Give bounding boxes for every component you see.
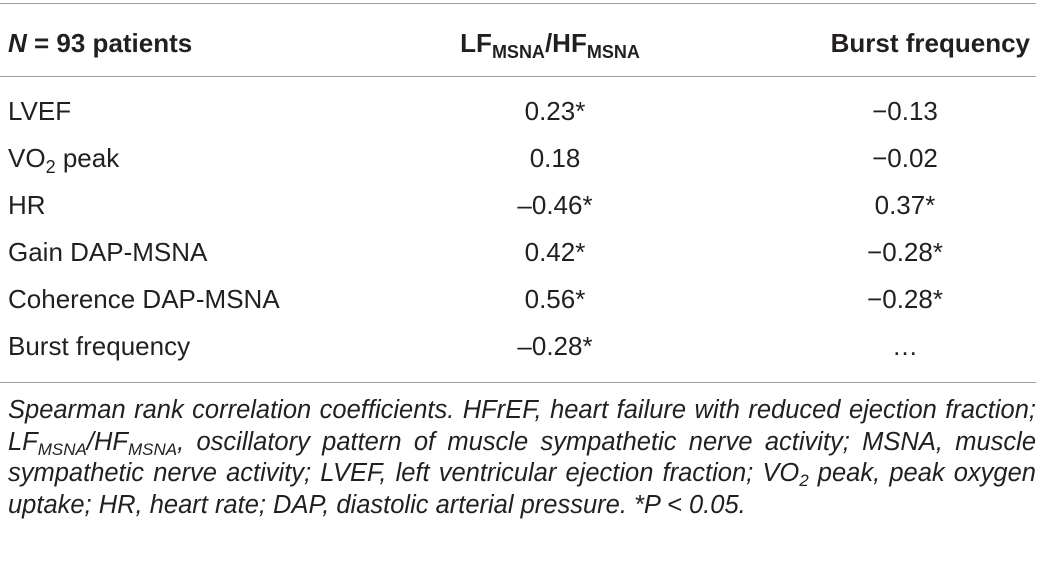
header-lf-hf bbox=[400, 28, 700, 62]
row-label: Gain DAP-MSNA bbox=[8, 237, 208, 267]
header-n: N bbox=[8, 28, 27, 58]
header-lf-sub: MSNA bbox=[491, 42, 545, 62]
header-hf: /HF bbox=[544, 28, 587, 58]
header-burst-frequency: Burst frequency bbox=[830, 28, 1030, 58]
row-label: Coherence DAP-MSNA bbox=[8, 284, 280, 314]
table-row bbox=[0, 96, 1040, 142]
row-label-main: VO bbox=[8, 143, 46, 173]
row-label: Burst frequency bbox=[8, 331, 191, 361]
header-patients-text: = 93 patients bbox=[26, 28, 193, 58]
row-lf-hf: 0.56* bbox=[524, 284, 586, 314]
footnote-text-1: Spearman rank correlation coefficients. HFrEF, heart failure with reduced ejection fraction; LF bbox=[8, 396, 1036, 456]
table-footnote bbox=[8, 395, 1036, 521]
row-label-rest: peak bbox=[55, 143, 120, 173]
row-lf-hf: –0.46* bbox=[517, 190, 593, 220]
table-row bbox=[0, 143, 1040, 189]
row-label: HR bbox=[8, 190, 46, 220]
row-label bbox=[8, 143, 120, 177]
header-lf: LF bbox=[460, 28, 492, 58]
header-patients bbox=[8, 28, 192, 58]
row-lf-hf: 0.42* bbox=[524, 237, 586, 267]
table-row bbox=[0, 237, 1040, 283]
header-hf-sub: MSNA bbox=[586, 42, 640, 62]
table-row bbox=[0, 331, 1040, 377]
footnote-text-3: , oscillatory pattern of muscle sympathetic nerve activity; MSNA, muscle sympathetic nerve activity; LVEF, left ventricular ejection fraction; VO bbox=[8, 427, 1036, 487]
table-row bbox=[0, 284, 1040, 330]
row-lf-hf: 0.18 bbox=[529, 143, 581, 173]
row-lf-hf: 0.23* bbox=[524, 96, 586, 126]
row-burst: 0.37* bbox=[874, 190, 936, 220]
row-burst: −0.28* bbox=[867, 237, 943, 267]
row-burst: … bbox=[892, 331, 918, 361]
footnote-text-2: /HF bbox=[86, 427, 128, 456]
footnote-sub-3: 2 bbox=[799, 471, 809, 490]
table-row bbox=[0, 190, 1040, 236]
row-burst: −0.02 bbox=[872, 143, 938, 173]
row-burst: −0.28* bbox=[867, 284, 943, 314]
row-label-sub: 2 bbox=[45, 157, 56, 177]
row-burst: −0.13 bbox=[872, 96, 938, 126]
footnote-sub-1: MSNA bbox=[37, 439, 87, 459]
footnote-sub-2: MSNA bbox=[127, 439, 178, 459]
row-label: LVEF bbox=[8, 96, 72, 126]
table-top-rule bbox=[0, 3, 1036, 4]
table-header-rule bbox=[0, 76, 1036, 77]
footnote-text-4: peak, peak oxygen uptake; HR, heart rate; DAP, diastolic arterial pressure. *P < 0.05. bbox=[8, 459, 1036, 519]
table-bottom-rule bbox=[0, 382, 1036, 383]
row-lf-hf: –0.28* bbox=[517, 331, 593, 361]
